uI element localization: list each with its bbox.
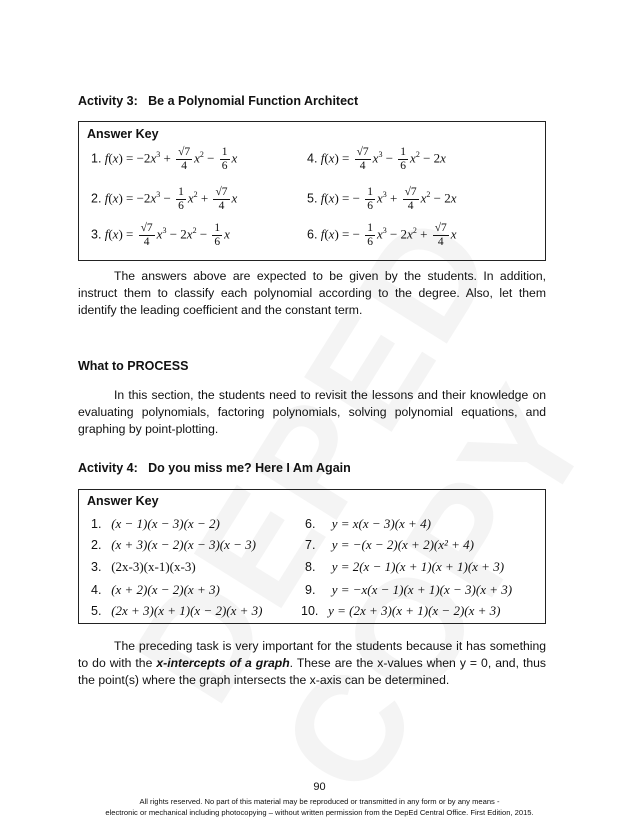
- process-paragraph: In this section, the students need to revisit the lessons and their knowledge on evaluating polynomials, factoring polynomials, solving polynomial equations, and graphing by point-plotting.: [78, 388, 546, 436]
- factored-item-1: 1. (x − 1)(x − 3)(x − 2): [91, 516, 220, 531]
- factored-item-10: 10. y = (2x + 3)(x + 1)(x − 2)(x + 3): [301, 603, 501, 618]
- copyright-line-2: electronic or mechanical including photocopying – without written permission from the DepEd Central Office. First Edition, 2015.: [105, 808, 534, 817]
- process-title: What to PROCESS: [78, 359, 189, 373]
- polynomial-item-5: 5. f(x) = − $\frac{1}{6}$ $x^3$ + $\frac{√7}{4}$ $x^2 - 2x$: [307, 186, 457, 212]
- answer-key-label: Answer Key: [87, 127, 159, 141]
- factored-item-8: 8. y = 2(x − 1)(x + 1)(x + 1)(x + 3): [305, 559, 505, 574]
- activity3-title: Activity 3: Be a Polynomial Function Architect: [78, 94, 359, 108]
- factored-item-6: 6. y = x(x − 3)(x + 4): [305, 516, 431, 531]
- instruction-paragraph: The answers above are expected to be given by the students. In addition, instruct them to classify each polynomial according to the degree. Also, let them identify the leading coefficient and the constant term.: [78, 269, 546, 317]
- activity3-answer-box: [78, 121, 546, 261]
- factored-item-5: 5. (2x + 3)(x + 1)(x − 2)(x + 3): [91, 603, 263, 618]
- x-intercepts-paragraph: The preceding task is very important for the students because it has something to do with the x-intercepts of a graph. These are the x-values when y = 0, and, thus the point(s) where the graph intersects the x-axis can be determined.: [78, 639, 547, 687]
- polynomial-item-6: 6. f(x) = − $\frac{1}{6}$ $x^3 - 2x^2$ + $\frac{√7}{4}$ x: [307, 222, 457, 248]
- factored-item-3: 3. (2x-3)(x-1)(x-3): [91, 559, 196, 574]
- factored-item-9: 9. y = −x(x − 1)(x + 1)(x − 3)(x + 3): [305, 582, 513, 597]
- copyright-line-1: All rights reserved. No part of this material may be reproduced or transmitted in any form or by any means -: [139, 797, 500, 806]
- answer-key-label: Answer Key: [87, 494, 159, 508]
- polynomial-item-3: 3. f(x) = $\frac{√7}{4}$ $x^3 - 2x^2$ − $\frac{1}{6}$ x: [91, 222, 230, 248]
- activity4-answer-box: [78, 489, 546, 624]
- polynomial-item-4: 4. f(x) = $\frac{√7}{4}$ $x^3$ − $\frac{1}{6}$ $x^2 - 2x$: [307, 146, 446, 172]
- page-number: 90: [313, 781, 326, 793]
- polynomial-item-1: 1. $f(x) = -2x^3$ + $\frac{√7}{4}$ $x^2$ − $\frac{1}{6}$ x: [91, 146, 238, 172]
- factored-item-7: 7. y = −(x − 2)(x + 2)(x² + 4): [305, 537, 475, 552]
- factored-item-4: 4. (x + 2)(x − 2)(x + 3): [91, 582, 220, 597]
- polynomial-item-2: 2. $f(x) = -2x^3$ − $\frac{1}{6}$ $x^2$ + $\frac{√7}{4}$ x: [91, 186, 238, 212]
- factored-item-2: 2. (x + 3)(x − 2)(x − 3)(x − 3): [91, 537, 256, 552]
- activity4-title: Activity 4: Do you miss me? Here I Am Again: [78, 461, 351, 475]
